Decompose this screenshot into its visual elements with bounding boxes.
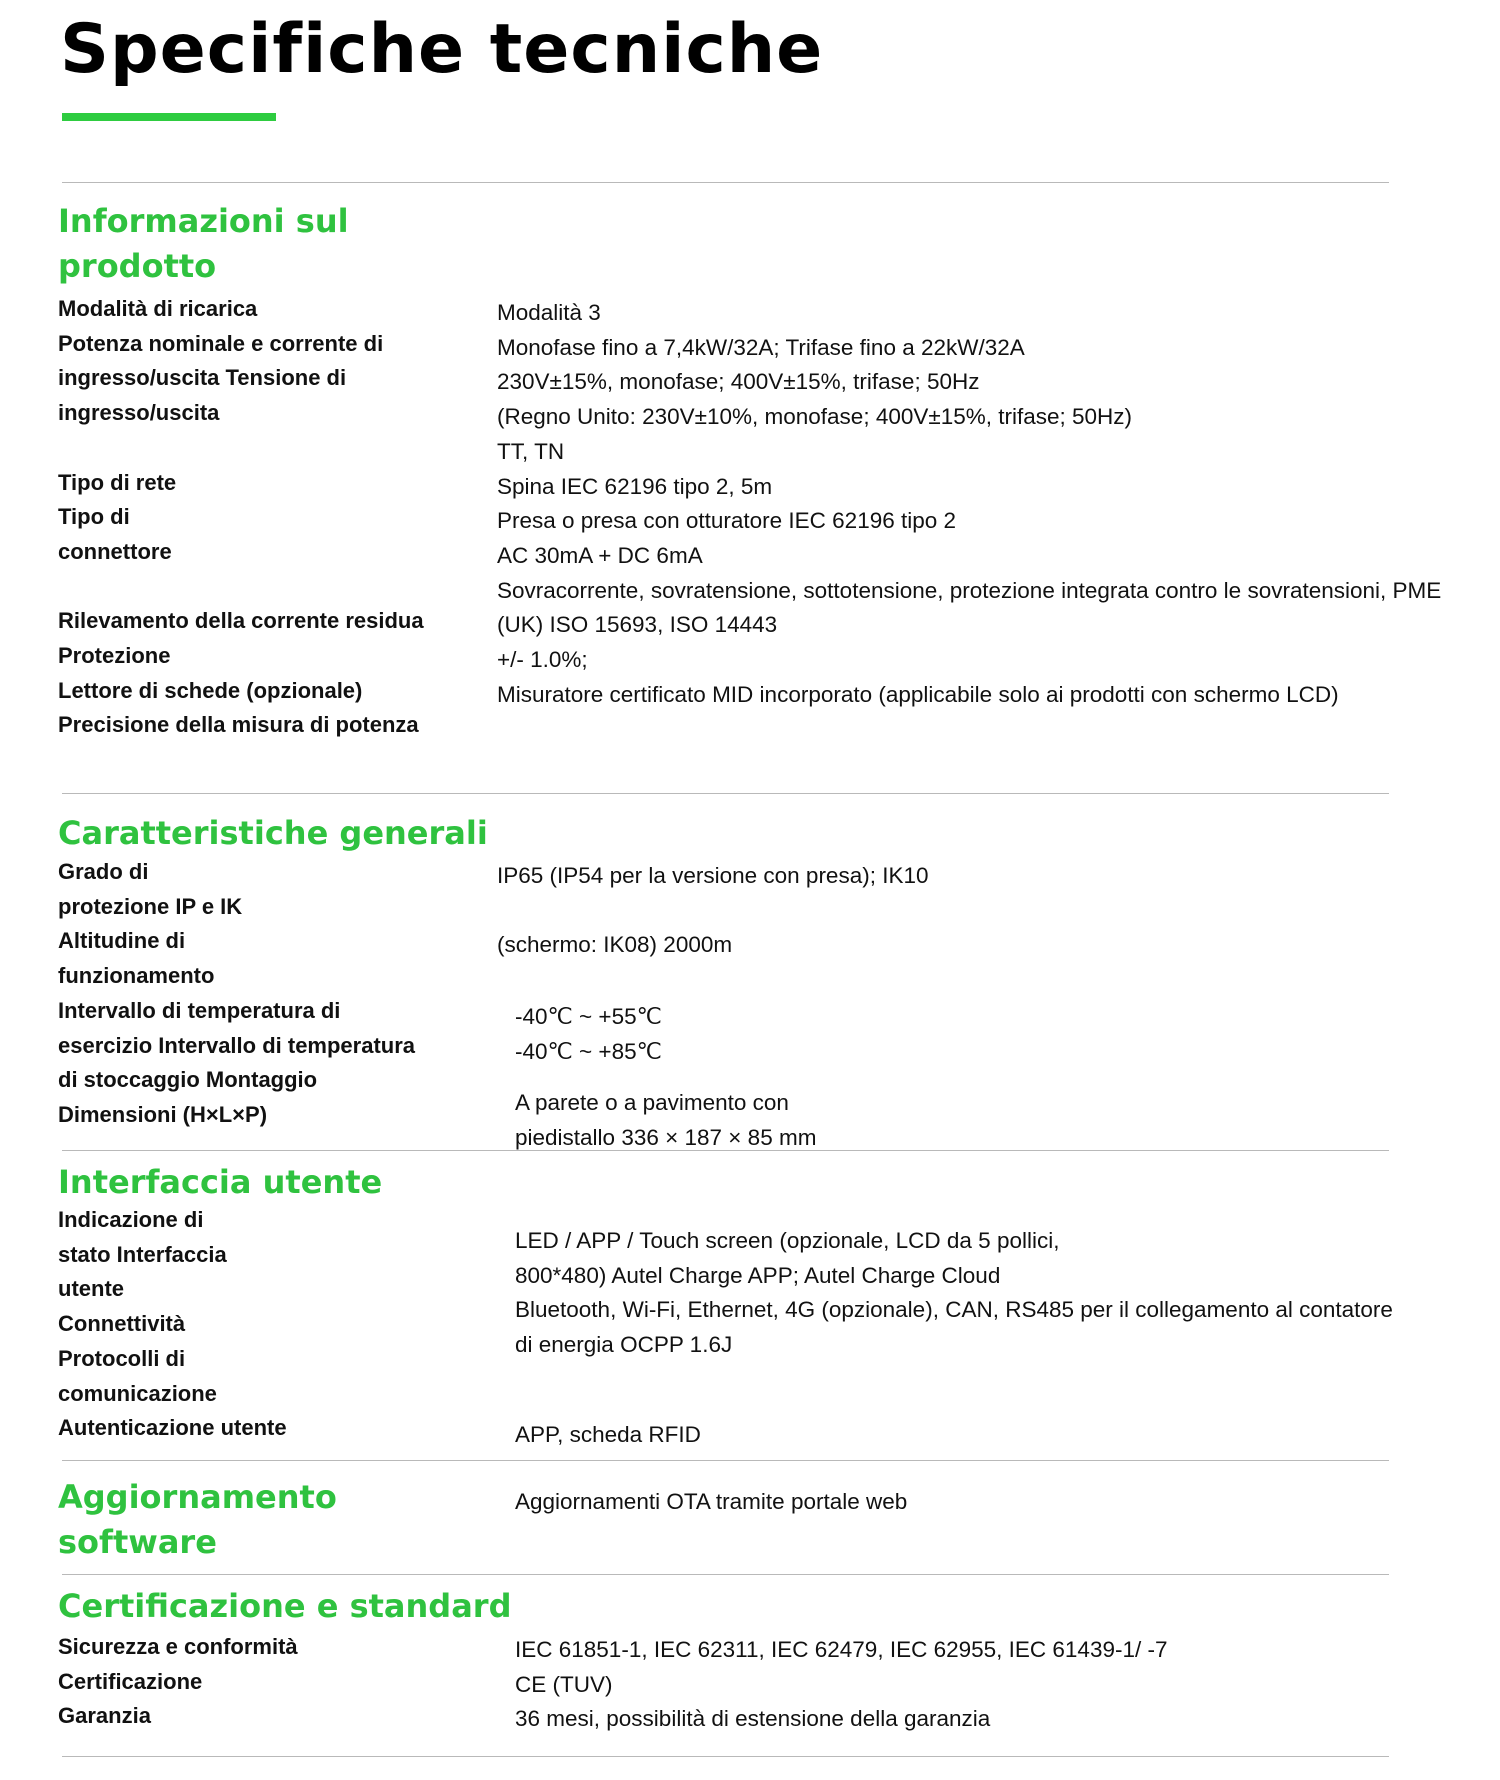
spec-label: Protezione — [58, 643, 171, 668]
spec-label: Rilevamento della corrente residua — [58, 608, 424, 634]
product-values — [497, 296, 1441, 712]
spec-label: ingresso/uscita Tensione di — [58, 365, 347, 391]
spec-value: IEC 61851-1, IEC 62311, IEC 62479, IEC 62955, IEC 61439-1/ -7 — [515, 1637, 1168, 1662]
spec-label: Lettore di schede (opzionale) — [58, 677, 363, 703]
spec-label: stato Interfaccia — [58, 1241, 227, 1267]
heading-line: software — [58, 1523, 217, 1561]
spec-value: AC 30mA + DC 6mA — [497, 542, 703, 568]
spec-label: Tipo di rete — [58, 469, 177, 495]
spec-value: (Regno Unito: 230V±10%, monofase; 400V±15%, trifase; 50Hz) — [497, 404, 1133, 430]
spec-value: Modalità 3 — [497, 300, 601, 325]
spec-value: Sovracorrente, sovratensione, sottotensione, protezione integrata contro le sovratensioni, PME — [497, 577, 1442, 603]
spec-value: Bluetooth, Wi-Fi, Ethernet, 4G (opzionale), CAN, RS485 per il collegamento al contatore — [515, 1297, 1393, 1323]
spec-value: di energia OCPP 1.6J — [515, 1332, 733, 1358]
spec-value: APP, scheda RFID — [515, 1422, 701, 1447]
spec-label: Garanzia — [58, 1703, 151, 1729]
spec-value: Spina IEC 62196 tipo 2, 5m — [497, 473, 773, 499]
general-labels — [58, 855, 415, 1133]
ui-values — [515, 1224, 1393, 1363]
spec-value: IP65 (IP54 per la versione con presa); IK10 — [497, 863, 929, 888]
spec-label: protezione IP e IK — [58, 893, 243, 919]
spec-value: 800*480) Autel Charge APP; Autel Charge Cloud — [515, 1262, 1001, 1288]
section-divider — [62, 182, 1389, 183]
spec-label: Intervallo di temperatura di — [58, 997, 341, 1023]
spacer — [58, 431, 424, 466]
cert-values — [515, 1633, 1168, 1737]
title-underline — [62, 113, 276, 121]
spec-label: Sicurezza e conformità — [58, 1634, 298, 1659]
section-divider — [62, 793, 1389, 794]
spec-label: Precisione della misura di potenza — [58, 712, 419, 738]
spec-value: CE (TUV) — [515, 1671, 613, 1697]
spec-label: Dimensioni (H×L×P) — [58, 1101, 268, 1127]
spec-value: Monofase fino a 7,4kW/32A; Trifase fino a 22kW/32A — [497, 334, 1025, 360]
spec-label: Grado di — [58, 859, 149, 884]
spec-value: (UK) ISO 15693, ISO 14443 — [497, 612, 778, 638]
spec-label: esercizio Intervallo di temperatura — [58, 1032, 416, 1058]
spec-value: -40℃ ~ +55℃ — [515, 1004, 662, 1029]
section-heading-cert: Certificazione e standard — [58, 1587, 512, 1625]
general-temp-values — [515, 1000, 662, 1069]
spec-value: 36 mesi, possibilità di estensione della garanzia — [515, 1706, 991, 1732]
spec-value: Misuratore certificato MID incorporato (applicabile solo ai prodotti con schermo LCD) — [497, 681, 1339, 707]
general-mount-values — [515, 1086, 816, 1155]
section-divider — [62, 1574, 1389, 1575]
spec-value: LED / APP / Touch screen (opzionale, LCD da 5 pollici, — [515, 1228, 1060, 1253]
cert-labels — [58, 1630, 298, 1734]
section-heading-ui: Interfaccia utente — [58, 1163, 383, 1201]
spec-value: +/- 1.0%; — [497, 647, 588, 673]
section-heading-general: Caratteristiche generali — [58, 814, 488, 852]
spec-value: Presa o presa con otturatore IEC 62196 tipo 2 — [497, 508, 957, 534]
spec-label: Autenticazione utente — [58, 1415, 287, 1441]
spec-value: (schermo: IK08) 2000m — [497, 932, 733, 957]
spec-value: Aggiornamenti OTA tramite portale web — [515, 1489, 908, 1514]
spec-label: Tipo di — [58, 504, 130, 530]
spec-label: utente — [58, 1276, 124, 1302]
spec-value: TT, TN — [497, 438, 565, 464]
section-divider — [62, 1460, 1389, 1461]
spec-label: Protocolli di — [58, 1345, 186, 1371]
section-heading-product — [58, 199, 349, 289]
section-heading-software — [58, 1475, 337, 1565]
spacer — [58, 570, 424, 605]
heading-line: Informazioni sul — [58, 202, 349, 240]
heading-line: Aggiornamento — [58, 1478, 337, 1516]
spec-label: Connettività — [58, 1311, 186, 1337]
spec-label: funzionamento — [58, 963, 215, 989]
spec-value: piedistallo 336 × 187 × 85 mm — [515, 1124, 817, 1150]
spec-value: -40℃ ~ +85℃ — [515, 1038, 662, 1064]
heading-line: prodotto — [58, 247, 217, 285]
spec-label: Certificazione — [58, 1668, 203, 1694]
spec-label: Potenza nominale e corrente di — [58, 330, 384, 356]
ui-labels — [58, 1203, 287, 1446]
product-labels — [58, 292, 424, 743]
section-divider — [62, 1756, 1389, 1757]
spec-value: 230V±15%, monofase; 400V±15%, trifase; 50Hz — [497, 369, 980, 395]
spec-label: comunicazione — [58, 1380, 217, 1406]
spec-label: Indicazione di — [58, 1207, 204, 1232]
spec-label: Modalità di ricarica — [58, 296, 258, 321]
page-title: Specifiche tecniche — [60, 10, 824, 89]
spec-label: connettore — [58, 538, 172, 564]
spec-label: di stoccaggio Montaggio — [58, 1067, 318, 1093]
spec-label: Altitudine di — [58, 928, 186, 954]
section-divider — [62, 1150, 1389, 1151]
spec-value: A parete o a pavimento con — [515, 1090, 789, 1115]
spec-label: ingresso/uscita — [58, 400, 220, 426]
